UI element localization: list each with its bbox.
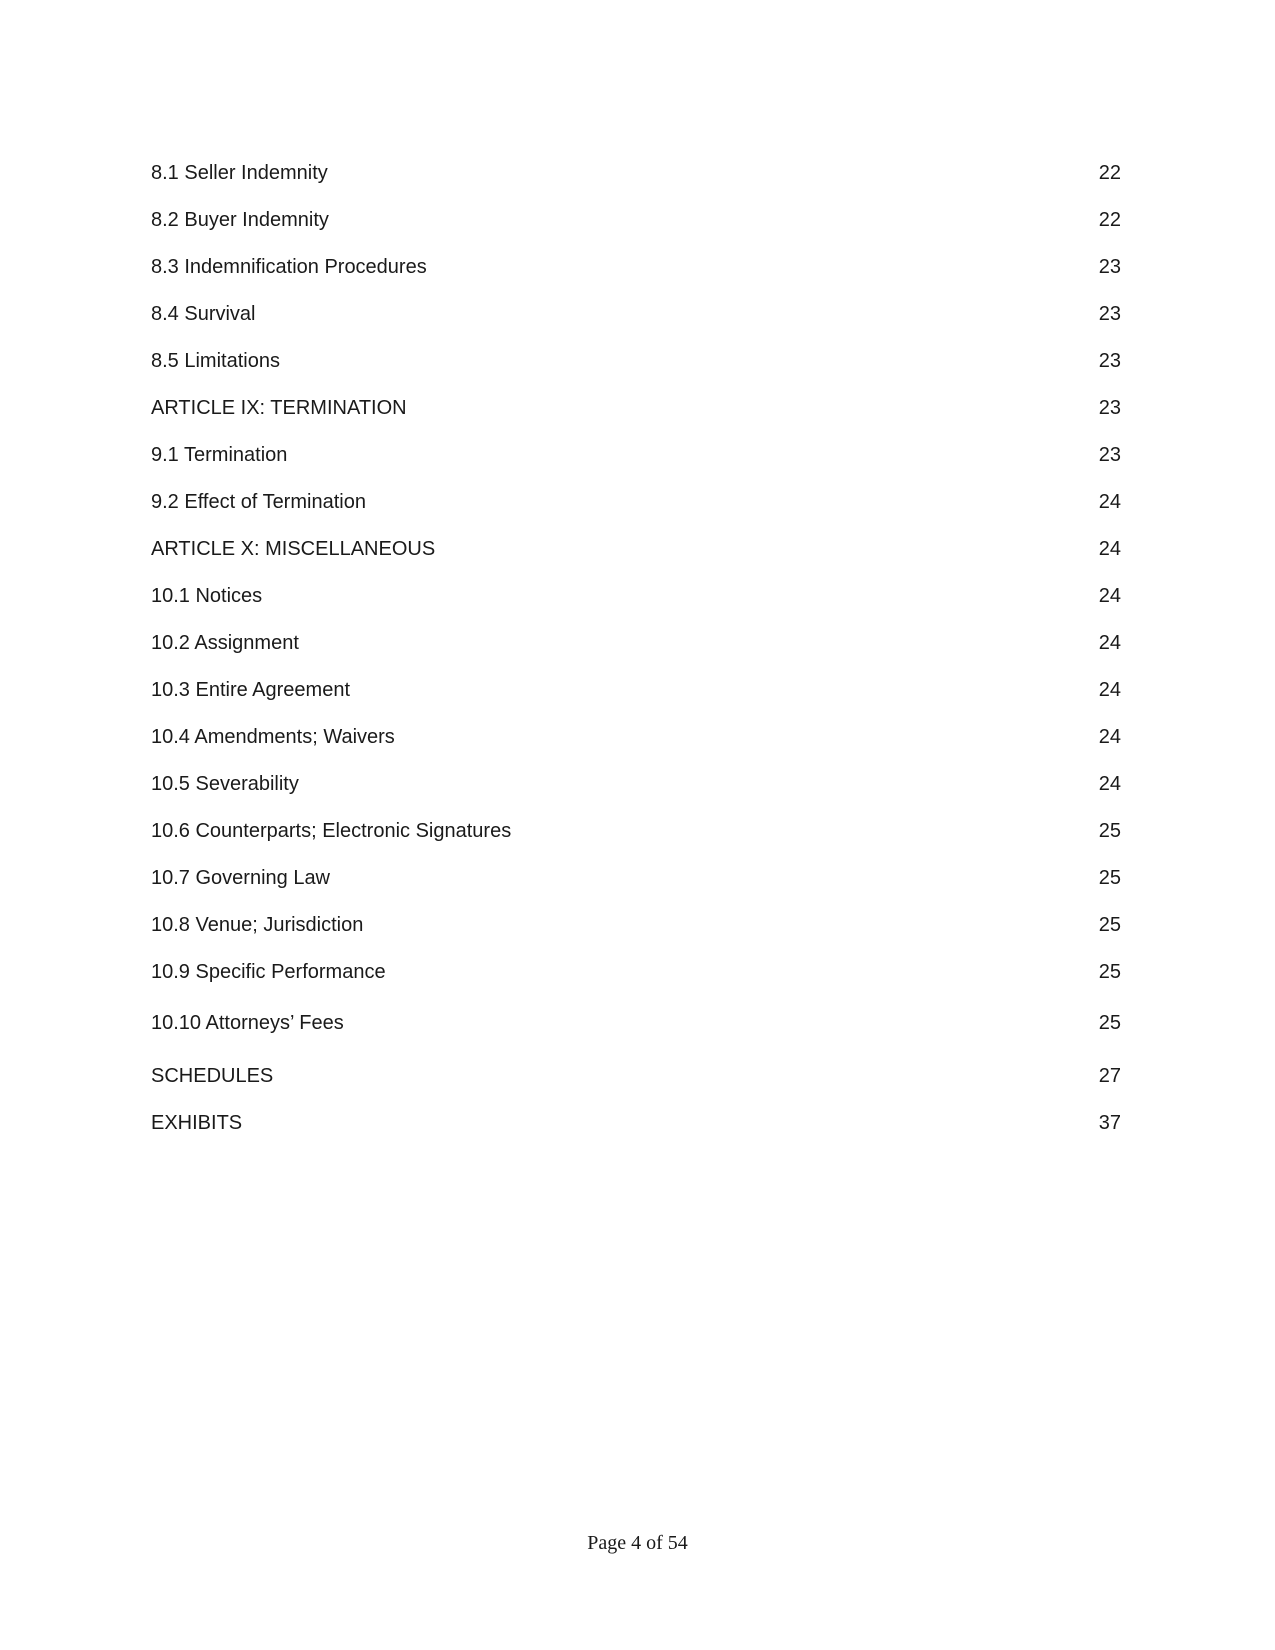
- toc-entry-title: ARTICLE X: MISCELLANEOUS: [151, 538, 436, 560]
- toc-entry-page-number: 25: [1098, 1012, 1121, 1034]
- toc-entry-title: 10.8 Venue; Jurisdiction: [151, 914, 364, 936]
- toc-entry-page-number: 23: [1098, 256, 1121, 278]
- toc-entry-schedules[interactable]: [151, 1053, 1121, 1100]
- toc-entry-page-number: 24: [1098, 726, 1121, 748]
- toc-entry-page-number: 27: [1098, 1065, 1121, 1087]
- toc-entry-page-number: 23: [1098, 397, 1121, 419]
- toc-entry[interactable]: [151, 855, 1121, 902]
- toc-entry-title: SCHEDULES: [151, 1065, 274, 1087]
- toc-entry-page-number: 25: [1098, 867, 1121, 889]
- toc-entry-page-number: 23: [1098, 444, 1121, 466]
- toc-entry-title: 10.6 Counterparts; Electronic Signatures: [151, 820, 512, 842]
- toc-entry-page-number: 22: [1098, 209, 1121, 231]
- toc-entry-title: 10.9 Specific Performance: [151, 961, 386, 983]
- toc-entry-page-number: 37: [1098, 1112, 1121, 1134]
- toc-entry-exhibits[interactable]: [151, 1100, 1121, 1147]
- toc-entry[interactable]: [151, 432, 1121, 479]
- toc-entry-page-number: 24: [1098, 491, 1121, 513]
- toc-entry-title: ARTICLE IX: TERMINATION: [151, 397, 407, 419]
- toc-entry-title: 10.1 Notices: [151, 585, 263, 607]
- toc-entry-page-number: 24: [1098, 632, 1121, 654]
- toc-entry-title: EXHIBITS: [151, 1112, 243, 1134]
- toc-entry-title: 10.7 Governing Law: [151, 867, 331, 889]
- toc-entry[interactable]: [151, 714, 1121, 761]
- toc-entry-title: 8.3 Indemnification Procedures: [151, 256, 427, 278]
- toc-entry-page-number: 24: [1098, 773, 1121, 795]
- toc-entry-title: 10.3 Entire Agreement: [151, 679, 351, 701]
- toc-entry[interactable]: [151, 573, 1121, 620]
- toc-entry-page-number: 25: [1098, 820, 1121, 842]
- toc-entry-title: 8.2 Buyer Indemnity: [151, 209, 329, 231]
- toc-entry[interactable]: [151, 761, 1121, 808]
- toc-entry-title: 8.1 Seller Indemnity: [151, 162, 328, 184]
- toc-entry-title: 10.5 Severability: [151, 773, 299, 795]
- toc-entry-title: 10.2 Assignment: [151, 632, 299, 654]
- toc-entry[interactable]: [151, 244, 1121, 291]
- toc-entry[interactable]: [151, 338, 1121, 385]
- toc-entry-page-number: 24: [1098, 585, 1121, 607]
- toc-entry[interactable]: [151, 150, 1121, 197]
- toc-entry[interactable]: [151, 808, 1121, 855]
- toc-entry-page-number: 22: [1098, 162, 1121, 184]
- toc-entry-page-number: 25: [1098, 914, 1121, 936]
- toc-entry-article[interactable]: [151, 526, 1121, 573]
- toc-entry-title: 8.5 Limitations: [151, 350, 280, 372]
- page-footer-number: Page 4 of 54: [587, 1532, 688, 1554]
- toc-entry-page-number: 23: [1098, 303, 1121, 325]
- toc-entry[interactable]: [151, 949, 1121, 996]
- toc-entry[interactable]: [151, 902, 1121, 949]
- toc-entry-page-number: 23: [1098, 350, 1121, 372]
- toc-entry[interactable]: [151, 667, 1121, 714]
- toc-entry-title: 8.4 Survival: [151, 303, 256, 325]
- toc-entry-article[interactable]: [151, 385, 1121, 432]
- toc-entry-title: 9.1 Termination: [151, 444, 288, 466]
- toc-entry-title: 10.10 Attorneys’ Fees: [151, 1012, 344, 1034]
- toc-entry[interactable]: [151, 620, 1121, 667]
- toc-entry-title: 9.2 Effect of Termination: [151, 491, 366, 513]
- toc-entry[interactable]: [151, 291, 1121, 338]
- toc-entry[interactable]: [151, 479, 1121, 526]
- table-of-contents: [151, 150, 1121, 1147]
- toc-entry-page-number: 24: [1098, 538, 1121, 560]
- toc-entry-title: 10.4 Amendments; Waivers: [151, 726, 395, 748]
- toc-entry[interactable]: [151, 197, 1121, 244]
- toc-entry-page-number: 25: [1098, 961, 1121, 983]
- toc-entry-page-number: 24: [1098, 679, 1121, 701]
- toc-entry[interactable]: [151, 1000, 1121, 1047]
